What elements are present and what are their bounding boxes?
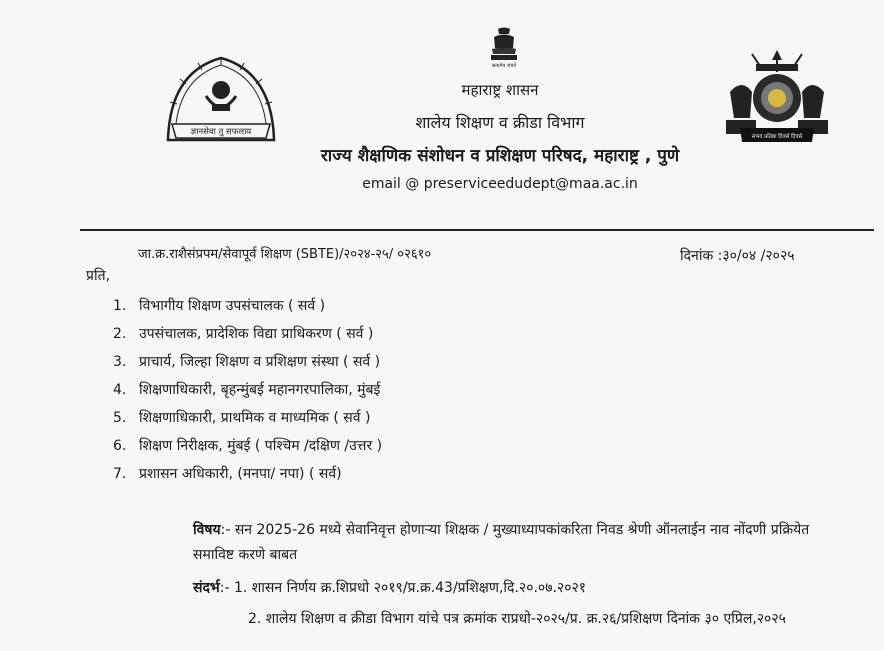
recipient-item: 3. प्राचार्य, जिल्हा शिक्षण व प्रशिक्षण संस्था ( सर्व ): [113, 354, 381, 370]
header-divider: [80, 229, 874, 231]
reference-number: जा.क्र.राशैसंप्रपम/सेवापूर्व शिक्षण (SBTE)/२०२४-२५/ ०२६१०: [138, 247, 432, 262]
recipient-item: 1. विभागीय शिक्षण उपसंचालक ( सर्व ): [113, 298, 326, 314]
government-name: महाराष्ट्र शासन: [461, 81, 539, 99]
recipient-item: 5. शिक्षणाधिकारी, प्राथमिक व माध्यमिक ( सर्व ): [113, 410, 371, 426]
reference-1: संदर्भ:- 1. शासन निर्णय क्र.शिप्रधो २०१९/प्र.क्र.43/प्रशिक्षण,दि.२०.०७.२०२१: [193, 580, 587, 596]
recipient-item: 6. शिक्षण निरीक्षक, मुंबई ( पश्चिम /दक्षिण /उत्तर ): [113, 438, 383, 454]
svg-text:सत्यमेव जयते: सत्यमेव जयते: [491, 63, 517, 68]
recipient-item: 7. प्रशासन अधिकारी, (मनपा/ नपा) ( सर्व): [113, 466, 342, 482]
subject-text: :- सन 2025-26 मध्ये सेवानिवृत्त होणाऱ्या शिक्षक / मुख्याध्यापकांकरिता निवड श्रेणी ऑनलाईन नाव नोंदणी प्रक्रियेत समाविष्ट करणे बाबत: [193, 522, 810, 563]
ashoka-emblem-icon: [489, 26, 519, 68]
maharashtra-seal-icon: [722, 46, 832, 156]
recipient-item: 2. उपसंचालक, प्रादेशिक विद्या प्राधिकरण ( सर्व ): [113, 326, 374, 342]
department-name: शालेय शिक्षण व क्रीडा विभाग: [415, 113, 585, 132]
letter-date: दिनांक :३०/०४ /२०२५: [680, 248, 795, 264]
salutation: प्रति,: [86, 268, 111, 284]
subject-label: विषय: [193, 522, 221, 538]
council-name: राज्य शैक्षणिक संशोधन व प्रशिक्षण परिषद, महाराष्ट्र , पुणे: [320, 146, 680, 166]
subject-block: [193, 518, 853, 568]
left-logo-motto: ज्ञानसेवा तु सफलाय: [190, 127, 252, 137]
reference-label: संदर्भ: [193, 580, 220, 596]
email-line[interactable]: email @ preserviceedudept@maa.ac.in: [362, 176, 638, 192]
right-logo-motto: संभवं प्रतिष्ठा दिवसे दिवसे: [751, 134, 803, 140]
scert-logo-icon: [162, 52, 280, 148]
reference-2: 2. शालेय शिक्षण व क्रीडा विभाग यांचे पत्र क्रमांक राप्रधो-२०२५/प्र. क्र.२६/प्रशिक्षण दिनांक ३० एप्रिल,२०२५: [248, 611, 786, 627]
recipient-item: 4. शिक्षणाधिकारी, बृहन्मुंबई महानगरपालिका, मुंबई: [113, 382, 381, 398]
